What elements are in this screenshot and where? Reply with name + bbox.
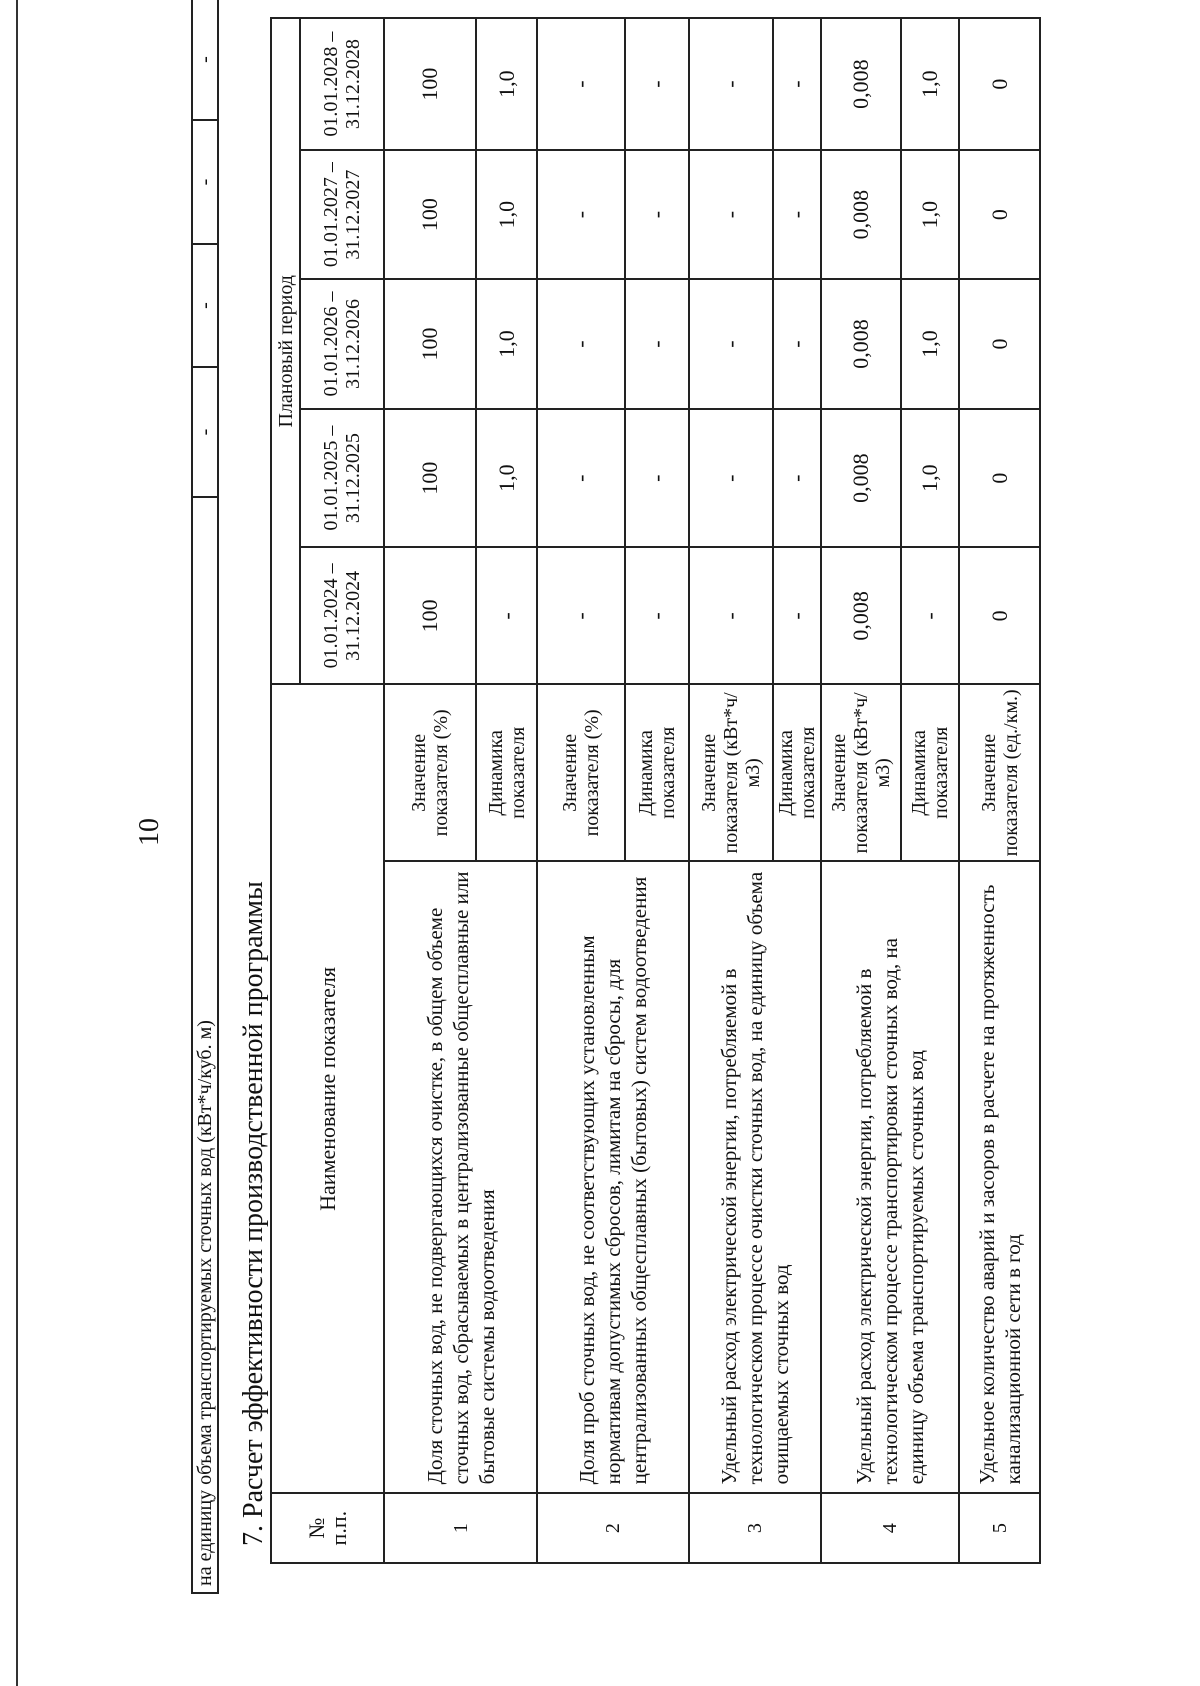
metric-value: 0,008 xyxy=(821,18,901,150)
metric-label: Значение показателя (кВт*ч/м3) xyxy=(689,685,773,862)
indicator-name: Удельный расход электрической энергии, потребляемой в технологическом процессе очистки сточных вод, на единицу объема очищаемых сточных вод xyxy=(689,861,821,1493)
metric-value: - xyxy=(773,547,821,684)
indicator-name: Удельное количество аварий и засоров в расчете на протяженность канализационной сети в год xyxy=(959,861,1040,1493)
metric-value: 0,008 xyxy=(821,409,901,547)
header-plan-period: Плановый период xyxy=(271,18,300,685)
metric-value: - xyxy=(625,409,689,547)
row-number: 2 xyxy=(537,1493,689,1563)
metric-value: - xyxy=(689,409,773,547)
previous-table-continuation xyxy=(191,0,219,1594)
metric-value: 0 xyxy=(959,150,1040,279)
metric-value: 100 xyxy=(384,279,476,409)
metric-value: - xyxy=(625,279,689,409)
metric-value: 1,0 xyxy=(476,409,537,547)
metric-label: Значение показателя (%) xyxy=(384,685,476,862)
table-row xyxy=(192,0,218,1593)
metric-value: - xyxy=(689,279,773,409)
header-row xyxy=(271,18,300,1563)
metric-value: 0,008 xyxy=(821,547,901,684)
header-period: 01.01.2024 – 31.12.2024 xyxy=(300,547,384,684)
metric-value: 1,0 xyxy=(476,150,537,279)
metric-value: - xyxy=(689,150,773,279)
metric-value: 1,0 xyxy=(476,18,537,150)
row-number: 3 xyxy=(689,1493,821,1563)
metric-label: Динамика показателя xyxy=(476,685,537,862)
header-period: 01.01.2026 – 31.12.2026 xyxy=(300,279,384,409)
metric-value: - xyxy=(625,18,689,150)
metric-label: Значение показателя (ед./км.) xyxy=(959,685,1040,862)
table-row xyxy=(384,18,476,1563)
metric-value: 1,0 xyxy=(901,150,959,279)
metric-value: - xyxy=(537,150,625,279)
metric-value: 1,0 xyxy=(901,18,959,150)
previous-row-label: на единицу объема транспортируемых сточных вод (кВт*ч/куб. м) xyxy=(192,497,218,1593)
metric-value: - xyxy=(537,279,625,409)
metric-value: 1,0 xyxy=(901,409,959,547)
metric-value: - xyxy=(537,18,625,150)
header-number: № п.п. xyxy=(271,1493,384,1563)
metric-value: 0,008 xyxy=(821,150,901,279)
metric-value: 100 xyxy=(384,150,476,279)
metric-value: - xyxy=(901,547,959,684)
indicator-name: Удельный расход электрической энергии, потребляемой в технологическом процессе транспортировки сточных вод, на единицу объема транспортируемых сточных вод xyxy=(821,861,959,1493)
metric-value: 0 xyxy=(959,18,1040,150)
metric-value: 100 xyxy=(384,409,476,547)
row-number: 1 xyxy=(384,1493,537,1563)
metric-label: Динамика показателя xyxy=(773,685,821,862)
previous-value: - xyxy=(192,120,218,244)
metric-label: Динамика показателя xyxy=(625,685,689,862)
metric-value: - xyxy=(476,547,537,684)
metric-value: - xyxy=(689,18,773,150)
metric-value: 0 xyxy=(959,279,1040,409)
metric-value: - xyxy=(625,150,689,279)
metric-value: - xyxy=(537,547,625,684)
table-row xyxy=(959,18,1040,1563)
metric-value: 100 xyxy=(384,18,476,150)
metric-value: - xyxy=(773,150,821,279)
page-number: 10 xyxy=(134,818,165,846)
metric-value: 0 xyxy=(959,547,1040,684)
metric-value: - xyxy=(773,279,821,409)
row-number: 5 xyxy=(959,1493,1040,1563)
metric-value: 0,008 xyxy=(821,279,901,409)
row-number: 4 xyxy=(821,1493,959,1563)
metric-value: - xyxy=(537,409,625,547)
metric-value: 1,0 xyxy=(476,279,537,409)
metric-value: 1,0 xyxy=(901,279,959,409)
header-period: 01.01.2028 – 31.12.2028 xyxy=(300,18,384,150)
header-period: 01.01.2027 – 31.12.2027 xyxy=(300,150,384,279)
metric-label: Значение показателя (%) xyxy=(537,685,625,862)
efficiency-table xyxy=(270,17,1041,1564)
table-row xyxy=(689,18,773,1563)
header-name: Наименование показателя xyxy=(271,685,384,1494)
metric-value: - xyxy=(773,409,821,547)
metric-value: 100 xyxy=(384,547,476,684)
table-row xyxy=(537,18,625,1563)
indicator-name: Доля сточных вод, не подвергающихся очистке, в общем объеме сточных вод, сбрасываемых в централизованные общесплавные или бытовые системы водоотведения xyxy=(384,861,537,1493)
metric-value: - xyxy=(625,547,689,684)
metric-value: - xyxy=(773,18,821,150)
metric-value: 0 xyxy=(959,409,1040,547)
metric-value: - xyxy=(689,547,773,684)
header-period: 01.01.2025 – 31.12.2025 xyxy=(300,409,384,547)
previous-value: - xyxy=(192,244,218,367)
table-row xyxy=(821,18,901,1563)
previous-value: - xyxy=(192,0,218,120)
previous-value: - xyxy=(192,367,218,497)
indicator-name: Доля проб сточных вод, не соответствующих установленным нормативам допустимых сбросов, лимитам на сбросы, для централизованных общесплавных (бытовых) систем водоотведения xyxy=(537,861,689,1493)
metric-label: Значение показателя (кВт*ч/м3) xyxy=(821,685,901,862)
metric-label: Динамика показателя xyxy=(901,685,959,862)
section-title: 7. Расчет эффективности производственной программы xyxy=(238,881,269,1546)
